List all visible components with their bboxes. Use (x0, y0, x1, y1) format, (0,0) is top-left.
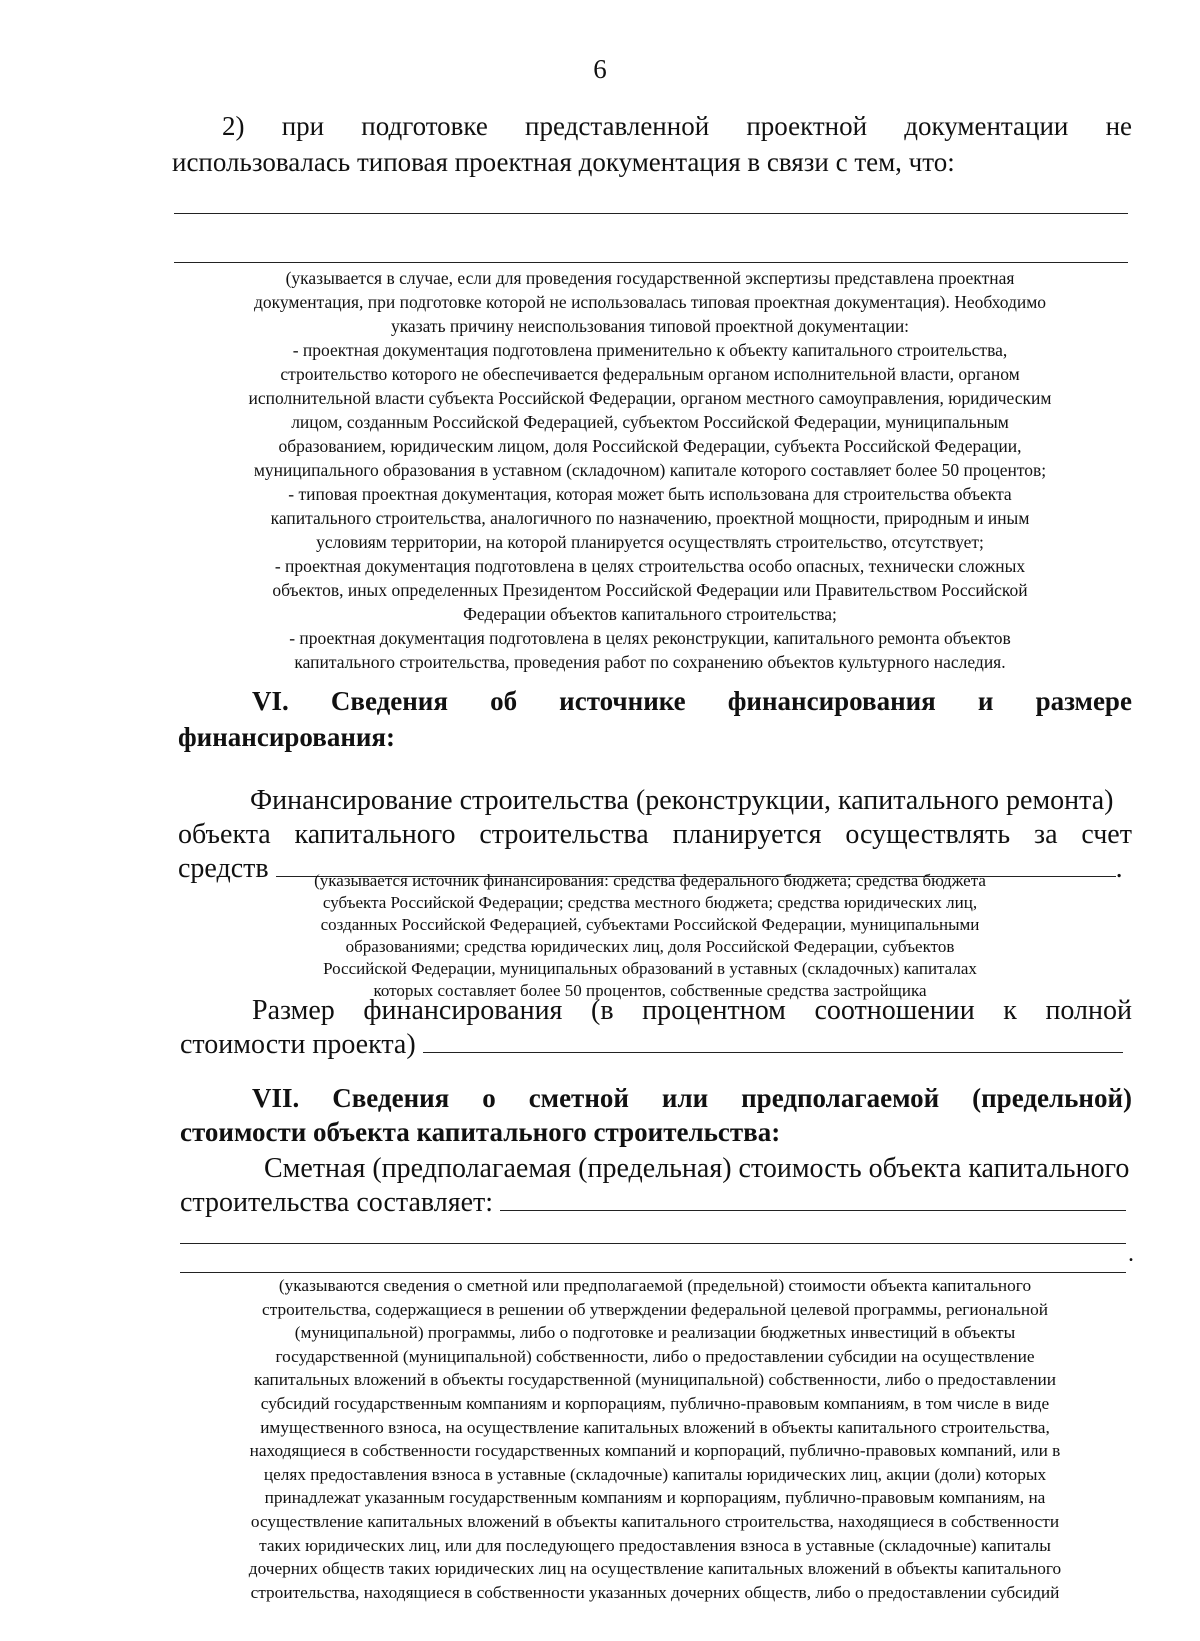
note-line: образованиями; средства юридических лиц, доля Российской Федерации, субъектов (345, 937, 955, 956)
section7-heading-line1: VII. Сведения о сметной или предполагаемой (предельной) (252, 1083, 1132, 1113)
section6-size-line1: Размер финансирования (в процентном соотношении к полной (252, 995, 1132, 1026)
note-line: исполнительной власти субъекта Российской Федерации, органом местного самоуправления, юридическим (248, 388, 1052, 408)
fill-line-4 (180, 1272, 1126, 1273)
note-line: субъекта Российской Федерации; средства местного бюджета; средства юридических лиц, (322, 893, 978, 912)
funding-size-field[interactable] (423, 1030, 1123, 1053)
note-estimated-cost (170, 1274, 1140, 1604)
note-line: (указывается в случае, если для проведения государственной экспертизы представлена проектная (285, 268, 1015, 288)
fill-line-1 (174, 213, 1128, 214)
section6-para-line2: объекта капитального строительства планируется осуществлять за счет (178, 819, 1132, 850)
estimated-cost-field[interactable] (500, 1188, 1126, 1211)
note-line: (муниципальной) программы, либо о подготовке и реализации бюджетных инвестиций в объекты (294, 1323, 1016, 1343)
note-line: целях предоставления взноса в уставные (складочные) капиталы юридических лиц, акции (доли) которых (263, 1464, 1047, 1484)
note-line: капитальных вложений в объекты государственной (муниципальной) собственности, либо о предоставлении (253, 1370, 1057, 1390)
note-line: капитального строительства, проведения работ по сохранению объектов культурного наследия. (294, 652, 1006, 672)
note-line: Федерации объектов капитального строительства; (463, 604, 837, 624)
note-funding-source (220, 870, 1080, 1002)
section7-para-line2: строительства составляет: (180, 1184, 1126, 1221)
note-line: строительства, содержащиеся в решении об утверждении федеральной целевой программы, региональной (262, 1299, 1048, 1319)
note-line: государственной (муниципальной) собственности, либо о предоставлении субсидии на осуществление (275, 1346, 1035, 1366)
note-line: капитального строительства, аналогичного по назначению, проектной мощности, природным и иным (270, 508, 1030, 528)
note-line: условиям территории, на которой планируется осуществлять строительство, отсутствует; (316, 532, 984, 552)
note-line: созданных Российской Федерацией, субъектами Российской Федерации, муниципальными (320, 915, 980, 934)
note-line: - проектная документация подготовлена в целях строительства особо опасных, технически сложных (274, 556, 1026, 576)
fill-line-3 (180, 1243, 1126, 1244)
page-number: 6 (593, 54, 607, 84)
note-line: указать причину неиспользования типовой проектной документации: (390, 316, 910, 336)
section6-heading-line2: финансирования: (178, 722, 396, 752)
clause2-line2: использовалась типовая проектная документация в связи с тем, что: (172, 147, 955, 177)
note-line: (указывается источник финансирования: средства федерального бюджета; средства бюджета (314, 871, 986, 890)
note-line: осуществление капитальных вложений в объекты капитального строительства, находящиеся в собственности (250, 1511, 1060, 1531)
note-line: документация, при подготовке которой не использовалась типовая проектная документация). Необходимо (253, 292, 1047, 312)
clause2-line1: 2) при подготовке представленной проектной документации не (222, 111, 1132, 141)
note-line: находящиеся в собственности государственных компаний и корпораций, публично-правовых компаний, или в (249, 1441, 1061, 1461)
note-line: строительства, находящиеся в собственности указанных дочерних обществ, либо о предоставлении субсидий (250, 1582, 1060, 1602)
note-line: (указываются сведения о сметной или предполагаемой (предельной) стоимости объекта капитального (278, 1276, 1032, 1295)
note-line: строительство которого не обеспечивается федеральным органом исполнительной власти, органом (280, 364, 1020, 384)
note-line: - проектная документация подготовлена применительно к объекту капитального строительства, (292, 340, 1008, 360)
note-line: таких юридических лиц, или для последующего предоставления взноса в уставные (складочные) капиталы (259, 1535, 1051, 1555)
note-line: объектов, иных определенных Президентом Российской Федерации или Правительством Российской (272, 580, 1028, 600)
section7-para-end: . (1128, 1241, 1134, 1267)
note-line: имущественного взноса, на осуществление капитальных вложений в объекты капитального строительства, (260, 1417, 1050, 1437)
section7-para-line1: Сметная (предполагаемая (предельная) стоимость объекта капитального (264, 1153, 1130, 1184)
section6-heading-line1: VI. Сведения об источнике финансирования и размере (252, 686, 1132, 716)
section6-para-line1: Финансирование строительства (реконструкции, капитального ремонта) (250, 785, 1114, 816)
section7-heading-line2: стоимости объекта капитального строительства: (180, 1117, 781, 1147)
note-line: субсидий государственным компаниям и корпорациям, публично-правовым компаниям, в том числе в виде (260, 1393, 1050, 1413)
note-typical-docs (170, 266, 1130, 674)
note-line: Российской Федерации, муниципальных образований в уставных (складочных) капиталах (323, 959, 977, 978)
note-line: образованием, юридическим лицом, доля Российской Федерации, субъекта Российской Федерации, (278, 436, 1022, 456)
note-line: которых составляет более 50 процентов, собственные средства застройщика (373, 981, 927, 1000)
note-line: принадлежат указанным государственным компаниям и корпорациям, публично-правовым компаниям, на (264, 1488, 1046, 1508)
note-line: - проектная документация подготовлена в целях реконструкции, капитального ремонта объектов (289, 628, 1011, 648)
fill-line-2 (174, 262, 1128, 263)
note-line: муниципального образования в уставном (складочном) капитале которого составляет более 50 процентов; (253, 460, 1047, 480)
note-line: дочерних обществ таких юридических лиц на осуществление капитальных вложений в объекты капитального (248, 1559, 1062, 1579)
section6-size-line2: стоимости проекта) (180, 1026, 1123, 1063)
note-line: лицом, созданным Российской Федерацией, субъектом Российской Федерации, муниципальным (291, 412, 1009, 432)
note-line: - типовая проектная документация, которая может быть использована для строительства объекта (288, 484, 1012, 504)
section6-para-line3: средств . (178, 853, 1123, 884)
